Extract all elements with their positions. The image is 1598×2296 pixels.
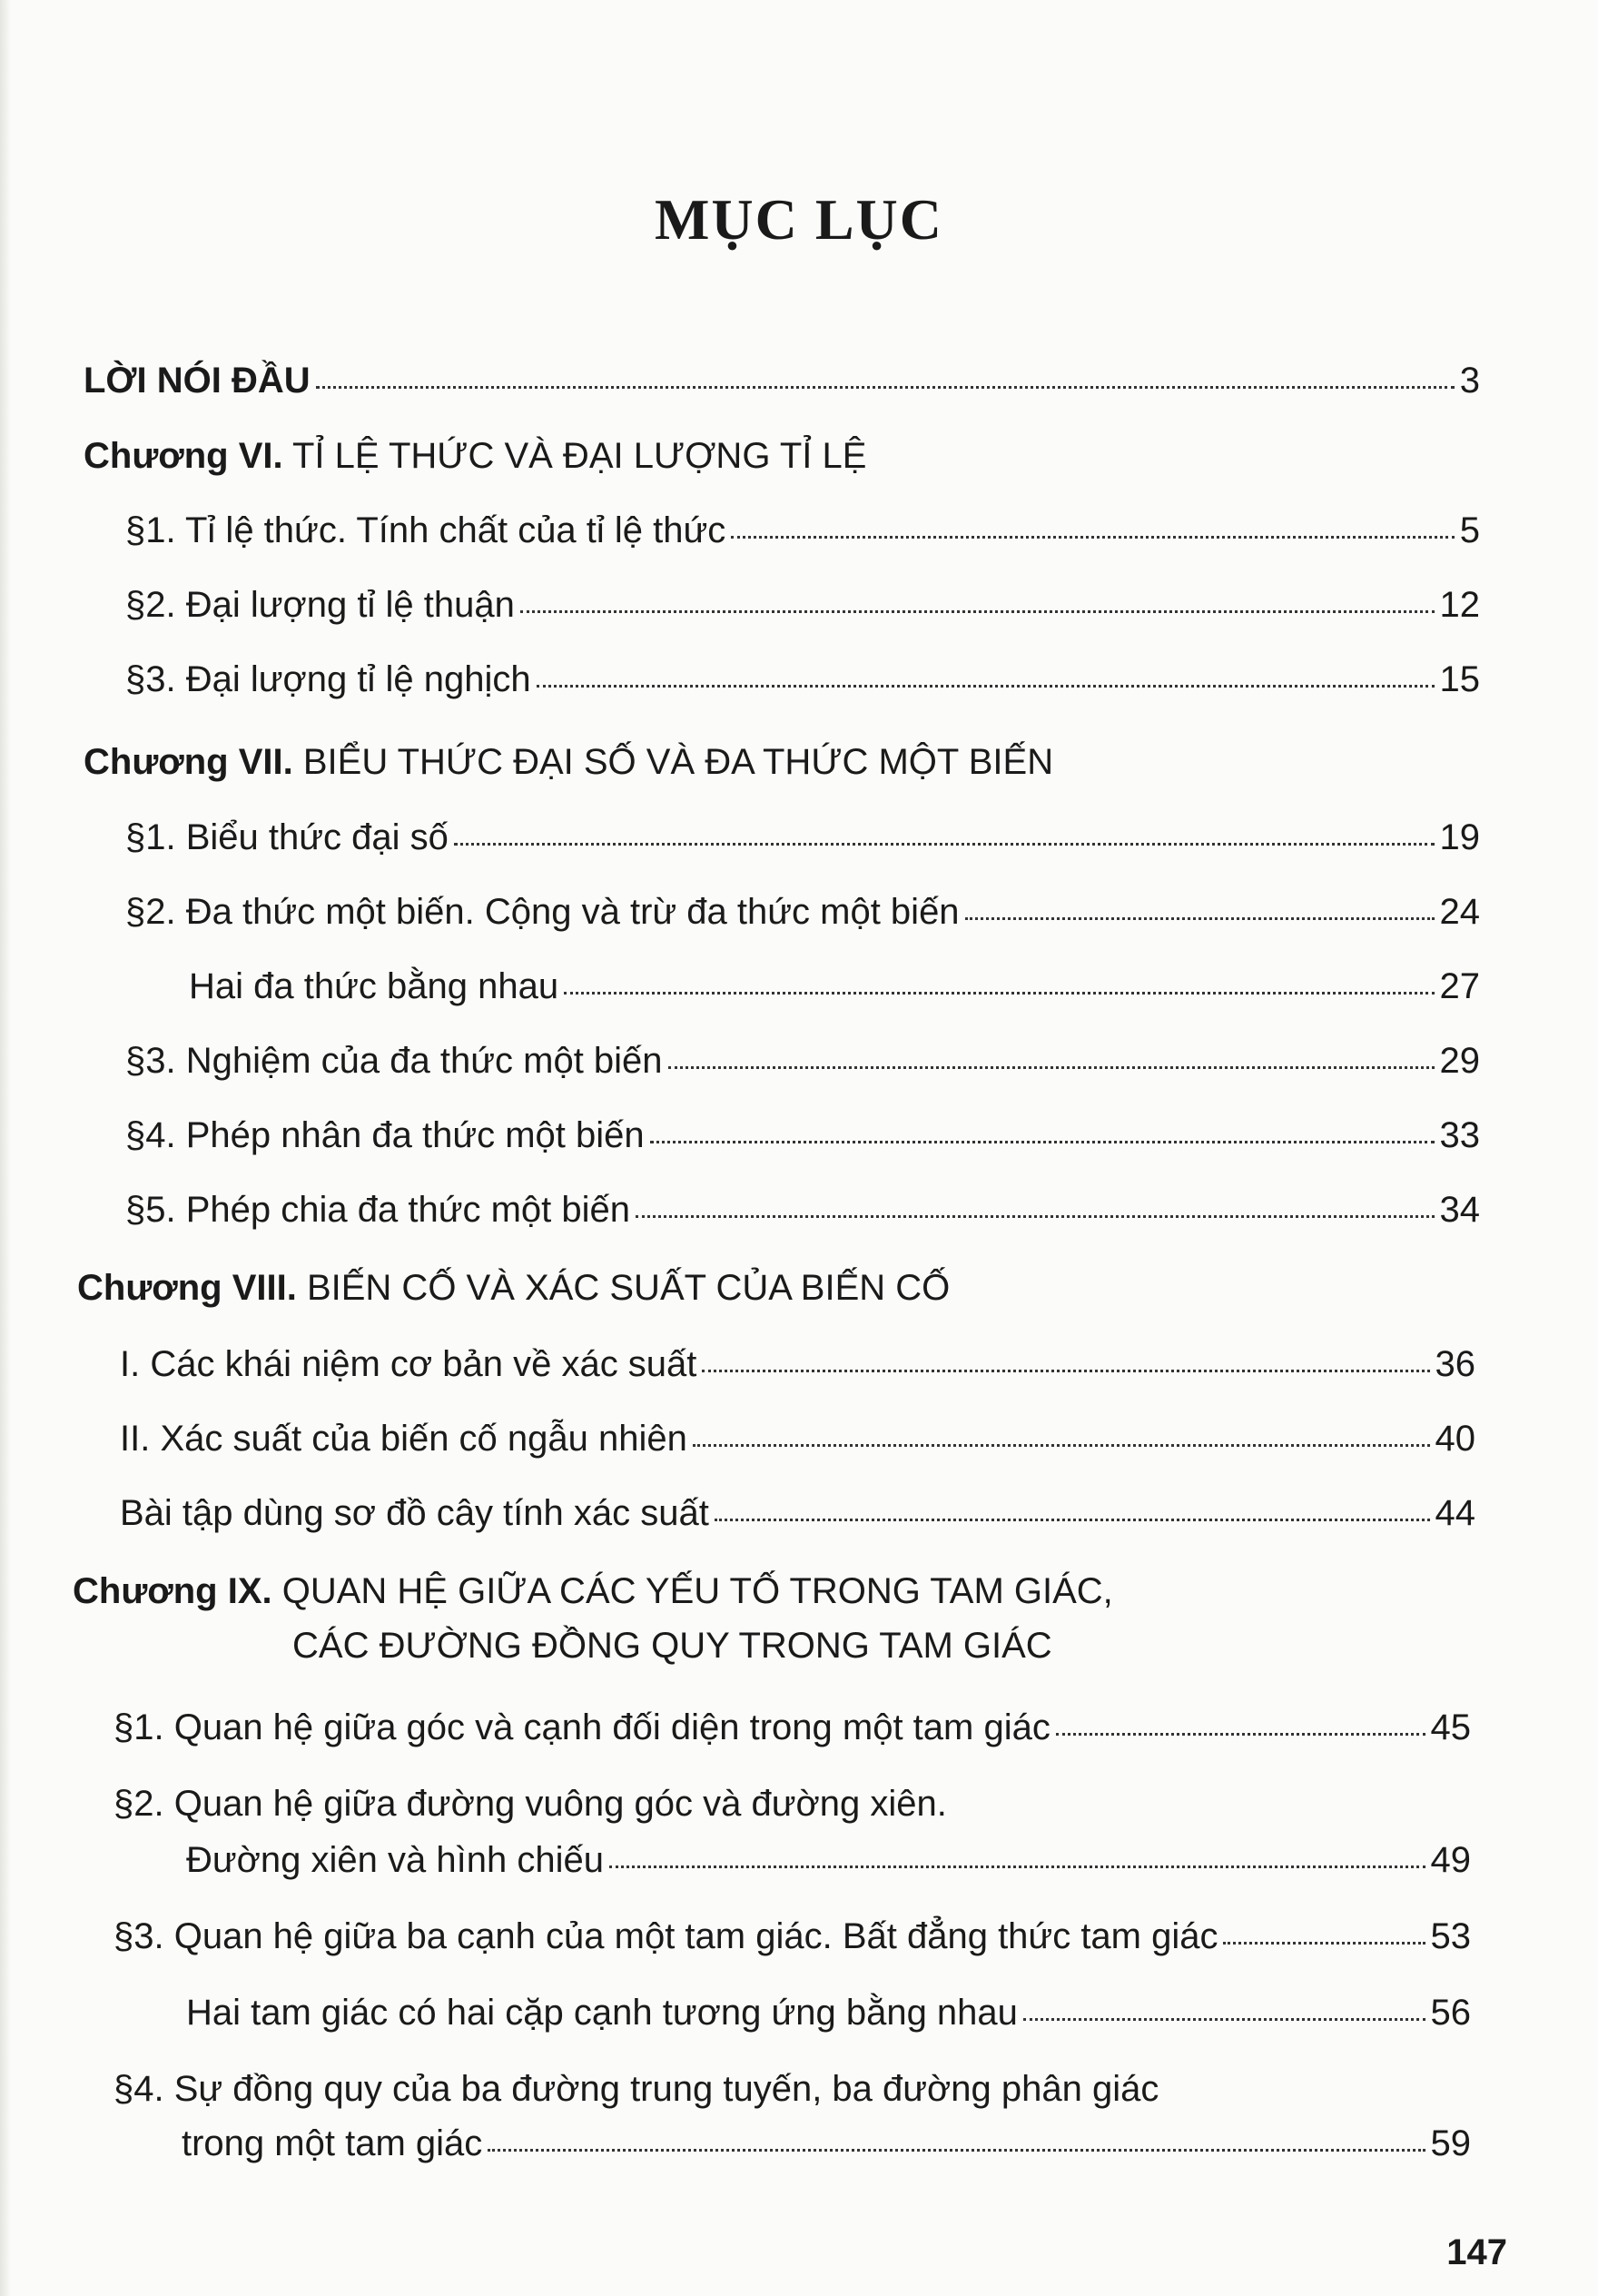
chapter-heading-6	[84, 434, 866, 478]
dot-leader	[1056, 1733, 1425, 1736]
toc-entry-title: §2. Đa thức một biến. Cộng và trừ đa thức một biến	[125, 892, 960, 932]
dot-leader	[1023, 2018, 1425, 2021]
chapter-title-continued: CÁC ĐƯỜNG ĐỒNG QUY TRONG TAM GIÁC	[292, 1626, 1052, 1666]
dot-leader	[316, 386, 1455, 389]
toc-entry-line-2[interactable]	[186, 1838, 1471, 1882]
toc-entry[interactable]	[186, 1991, 1471, 2034]
toc-entry-title: §4. Sự đồng quy của ba đường trung tuyến, ba đường phân giác	[113, 2069, 1159, 2109]
toc-entry-title: I. Các khái niệm cơ bản về xác suất	[120, 1344, 697, 1384]
dot-leader	[537, 685, 1435, 688]
toc-page-number: 3	[1459, 361, 1480, 401]
toc-page-number: 49	[1430, 1840, 1471, 1880]
toc-entry-line-1[interactable]	[113, 2067, 1471, 2111]
toc-entry[interactable]	[120, 1342, 1475, 1386]
toc-page-number: 19	[1439, 817, 1480, 857]
toc-entry[interactable]	[189, 965, 1480, 1008]
toc-entry[interactable]	[125, 583, 1480, 627]
toc-page-number: 53	[1430, 1916, 1471, 1956]
chapter-title: BIỂU THỨC ĐẠI SỐ VÀ ĐA THỨC MỘT BIẾN	[292, 742, 1054, 782]
toc-entry-title: Bài tập dùng sơ đồ cây tính xác suất	[120, 1493, 709, 1533]
toc-entry-title: II. Xác suất của biến cố ngẫu nhiên	[120, 1419, 687, 1459]
toc-entry[interactable]	[125, 1188, 1480, 1232]
toc-entry-title: Hai tam giác có hai cặp cạnh tương ứng bằng nhau	[186, 1993, 1018, 2033]
toc-entry[interactable]	[125, 658, 1480, 701]
toc-entry-title: Hai đa thức bằng nhau	[189, 966, 559, 1006]
chapter-label: Chương VI.	[84, 436, 283, 476]
toc-page-number: 12	[1439, 585, 1480, 625]
toc-page-number: 33	[1439, 1115, 1480, 1155]
dot-leader	[636, 1215, 1434, 1218]
dot-leader	[454, 843, 1435, 846]
toc-page-number: 15	[1439, 659, 1480, 699]
toc-entry-title: §1. Biểu thức đại số	[125, 817, 449, 857]
toc-page-number: 34	[1439, 1190, 1480, 1230]
toc-page-number: 27	[1439, 966, 1480, 1006]
chapter-label: Chương VIII.	[77, 1268, 297, 1308]
toc-page-number: 56	[1430, 1993, 1471, 2033]
toc-entry-title-continued: Đường xiên và hình chiếu	[186, 1840, 604, 1880]
toc-entry-line-2[interactable]	[182, 2122, 1471, 2165]
toc-entry-line-1[interactable]	[113, 1782, 1471, 1826]
toc-entry-title: LỜI NÓI ĐẦU	[84, 361, 311, 401]
page-number: 147	[1446, 2232, 1507, 2272]
toc-entry[interactable]	[113, 1915, 1471, 1958]
toc-entry-title: §3. Đại lượng tỉ lệ nghịch	[125, 659, 531, 699]
toc-entry-title-continued: trong một tam giác	[182, 2123, 483, 2163]
toc-entry[interactable]	[125, 890, 1480, 934]
dot-leader	[715, 1519, 1430, 1521]
toc-entry-title: §2. Đại lượng tỉ lệ thuận	[125, 585, 515, 625]
dot-leader	[668, 1066, 1435, 1069]
dot-leader	[564, 992, 1434, 995]
dot-leader	[702, 1370, 1429, 1372]
toc-entry-preface[interactable]	[84, 359, 1480, 402]
toc-entry-title: §2. Quan hệ giữa đường vuông góc và đường xiên.	[113, 1784, 947, 1824]
page-title: MỤC LỤC	[655, 187, 943, 252]
toc-page-number: 24	[1439, 892, 1480, 932]
chapter-title: BIẾN CỐ VÀ XÁC SUẤT CỦA BIẾN CỐ	[296, 1268, 951, 1308]
chapter-title: TỈ LỆ THỨC VÀ ĐẠI LƯỢNG TỈ LỆ	[282, 436, 867, 476]
toc-entry[interactable]	[120, 1491, 1475, 1535]
chapter-heading-9-line-2	[292, 1624, 1052, 1668]
dot-leader	[488, 2149, 1425, 2152]
chapter-heading-9	[73, 1569, 1113, 1613]
toc-entry-title: §1. Quan hệ giữa góc và cạnh đối diện trong một tam giác	[113, 1707, 1051, 1747]
toc-page-number: 44	[1435, 1493, 1475, 1533]
toc-page-number: 36	[1435, 1344, 1475, 1384]
toc-page-number: 40	[1435, 1419, 1475, 1459]
toc-entry[interactable]	[120, 1417, 1475, 1460]
toc-page-number: 5	[1459, 510, 1480, 550]
toc-entry-title: §1. Tỉ lệ thức. Tính chất của tỉ lệ thức	[125, 510, 726, 550]
toc-page-number: 59	[1430, 2123, 1471, 2163]
chapter-label: Chương IX.	[73, 1571, 272, 1611]
dot-leader	[693, 1444, 1430, 1447]
toc-entry[interactable]	[125, 816, 1480, 859]
toc-page-number: 29	[1439, 1041, 1480, 1081]
dot-leader	[520, 610, 1435, 613]
dot-leader	[965, 917, 1435, 920]
toc-entry-title: §5. Phép chia đa thức một biến	[125, 1190, 631, 1230]
dot-leader	[731, 536, 1454, 539]
chapter-heading-7	[84, 740, 1053, 784]
toc-page-number: 45	[1430, 1707, 1471, 1747]
toc-entry-title: §4. Phép nhân đa thức một biến	[125, 1115, 645, 1155]
toc-entry-title: §3. Nghiệm của đa thức một biến	[125, 1041, 663, 1081]
chapter-heading-8	[77, 1266, 950, 1310]
chapter-label: Chương VII.	[84, 742, 293, 782]
chapter-title: QUAN HỆ GIỮA CÁC YẾU TỐ TRONG TAM GIÁC,	[271, 1571, 1113, 1611]
toc-entry-title: §3. Quan hệ giữa ba cạnh của một tam giác. Bất đẳng thức tam giác	[113, 1916, 1218, 1956]
toc-entry[interactable]	[125, 1039, 1480, 1083]
toc-entry[interactable]	[113, 1706, 1471, 1749]
dot-leader	[609, 1866, 1425, 1868]
toc-entry[interactable]	[125, 509, 1480, 552]
dot-leader	[1223, 1942, 1425, 1945]
toc-entry[interactable]	[125, 1113, 1480, 1157]
dot-leader	[650, 1141, 1435, 1143]
